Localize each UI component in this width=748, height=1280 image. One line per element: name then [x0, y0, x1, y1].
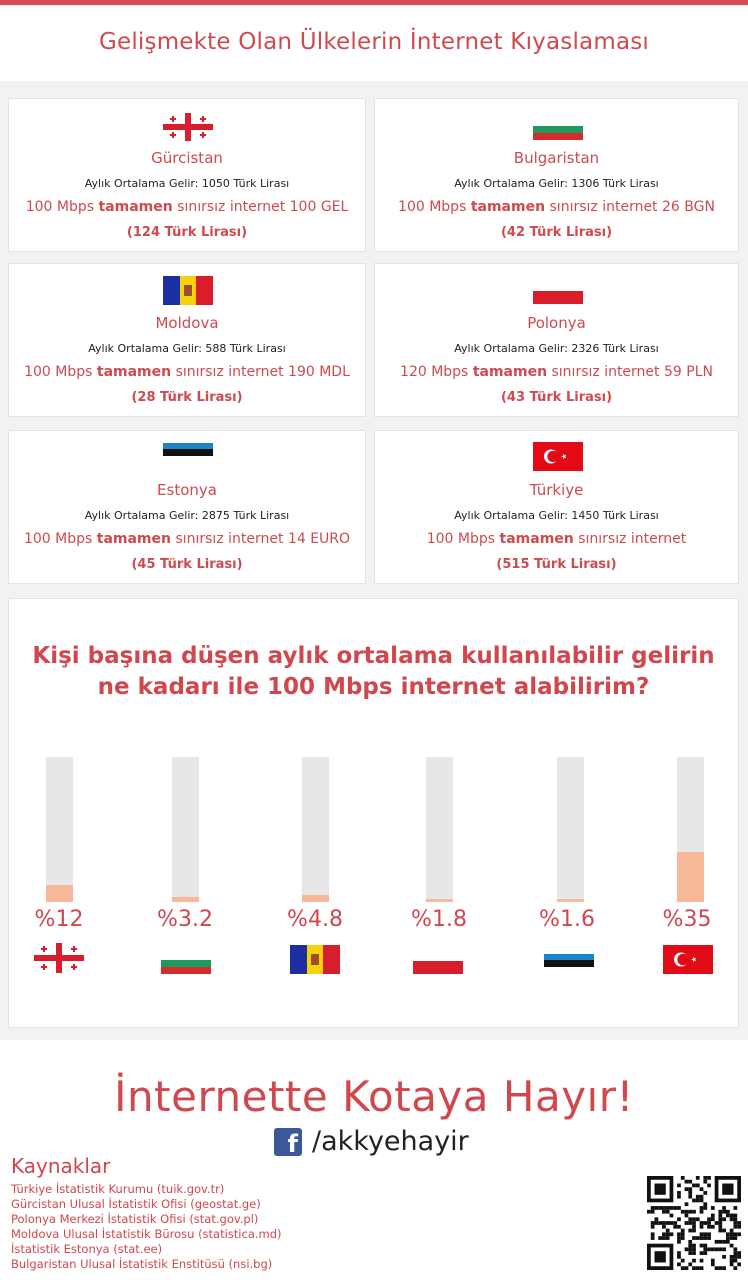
country-card-moldova [8, 263, 366, 417]
bar-label: %1.8 [411, 907, 467, 932]
source-item: Polonya Merkezi İstatistik Ofisi (stat.gov.pl) [11, 1212, 259, 1226]
country-card-georgia [8, 98, 366, 252]
price-in-lira: (45 Türk Lirası) [131, 557, 243, 572]
average-income: Aylık Ortalama Gelir: 2326 Türk Lirası [454, 342, 659, 355]
slogan: İnternette Kotaya Hayır! [114, 1072, 634, 1121]
average-income: Aylık Ortalama Gelir: 1450 Türk Lirası [454, 509, 659, 522]
poland-flag-icon [533, 289, 583, 304]
country-card-estonia [8, 430, 366, 584]
price-in-lira: (42 Türk Lirası) [500, 225, 613, 240]
moldova-flag-icon [163, 276, 213, 305]
estonia-flag-icon [544, 954, 594, 973]
internet-offer: 100 Mbps tamamen sınırsız internet 190 MDL [24, 364, 350, 380]
bar-label: %4.8 [287, 907, 343, 932]
footer [0, 1040, 748, 1280]
country-card-poland [374, 263, 739, 417]
sources-list [11, 1182, 282, 1272]
internet-offer: 100 Mbps tamamen sınırsız internet 100 GEL [25, 199, 349, 215]
internet-offer: 100 Mbps tamamen sınırsız internet [426, 531, 687, 547]
bar-poland [426, 757, 453, 902]
bar-fill [46, 885, 73, 902]
source-item: Türkiye İstatistik Kurumu (tuik.gov.tr) [11, 1182, 225, 1196]
bar-turkey [677, 757, 704, 902]
bar-georgia [46, 757, 73, 902]
georgia-flag-icon [163, 113, 213, 141]
georgia-flag-icon [34, 943, 84, 973]
income-share-panel [8, 598, 739, 1028]
country-name: Polonya [527, 314, 586, 332]
header [0, 5, 748, 81]
average-income: Aylık Ortalama Gelir: 1306 Türk Lirası [454, 177, 659, 190]
price-in-lira: (43 Türk Lirası) [500, 390, 613, 405]
bar-label: %12 [34, 907, 84, 932]
country-name: Türkiye [529, 481, 584, 499]
internet-offer: 100 Mbps tamamen sınırsız internet 14 EURO [23, 531, 351, 547]
bar-fill [557, 899, 584, 902]
country-name: Moldova [155, 314, 219, 332]
bar-fill [426, 899, 453, 902]
bar-estonia [557, 757, 584, 902]
page-title: Gelişmekte Olan Ülkelerin İnternet Kıyaslaması [98, 29, 650, 55]
source-item: İstatistik Estonya (stat.ee) [11, 1242, 163, 1256]
bar-moldova [302, 757, 329, 902]
source-item: Bulgaristan Ulusal İstatistik Enstitüsü (nsi.bg) [11, 1257, 273, 1271]
country-card-turkey [374, 430, 739, 584]
source-item: Moldova Ulusal İstatistik Bürosu (statistica.md) [11, 1227, 282, 1241]
poland-flag-icon [413, 959, 463, 974]
estonia-flag-icon [163, 443, 213, 462]
country-name: Bulgaristan [513, 149, 600, 167]
sources-title: Kaynaklar [11, 1154, 111, 1178]
qr-code-icon[interactable] [647, 1176, 741, 1270]
country-name: Gürcistan [151, 149, 223, 167]
bar-label: %1.6 [539, 907, 595, 932]
price-in-lira: (124 Türk Lirası) [126, 225, 248, 240]
country-card-bulgaria [374, 98, 739, 252]
average-income: Aylık Ortalama Gelir: 588 Türk Lirası [88, 342, 286, 355]
source-item: Gürcistan Ulusal İstatistik Ofisi (geostat.ge) [11, 1197, 261, 1211]
bulgaria-flag-icon [161, 953, 211, 974]
internet-offer: 100 Mbps tamamen sınırsız internet 26 BGN [398, 199, 715, 215]
facebook-handle: /akkyehayir [312, 1126, 469, 1157]
average-income: Aylık Ortalama Gelir: 1050 Türk Lirası [84, 177, 290, 190]
bar-label: %35 [662, 907, 712, 932]
bar-fill [172, 897, 199, 902]
question-heading: Kişi başına düşen aylık ortalama kullanılabilir gelirin ne kadarı ile 100 Mbps internet alabilirim? [32, 643, 715, 700]
bar-fill [677, 852, 704, 902]
turkey-flag-icon [533, 442, 583, 471]
moldova-flag-icon [290, 945, 340, 974]
average-income: Aylık Ortalama Gelir: 2875 Türk Lirası [84, 509, 290, 522]
turkey-flag-icon [663, 945, 713, 974]
internet-offer: 120 Mbps tamamen sınırsız internet 59 PLN [400, 364, 713, 380]
price-in-lira: (28 Türk Lirası) [131, 390, 243, 405]
bulgaria-flag-icon [533, 119, 583, 140]
price-in-lira: (515 Türk Lirası) [496, 557, 617, 572]
country-name: Estonya [157, 481, 217, 499]
bar-label: %3.2 [157, 907, 213, 932]
bar-fill [302, 895, 329, 902]
bar-bulgaria [172, 757, 199, 902]
facebook-icon: f [274, 1128, 302, 1156]
